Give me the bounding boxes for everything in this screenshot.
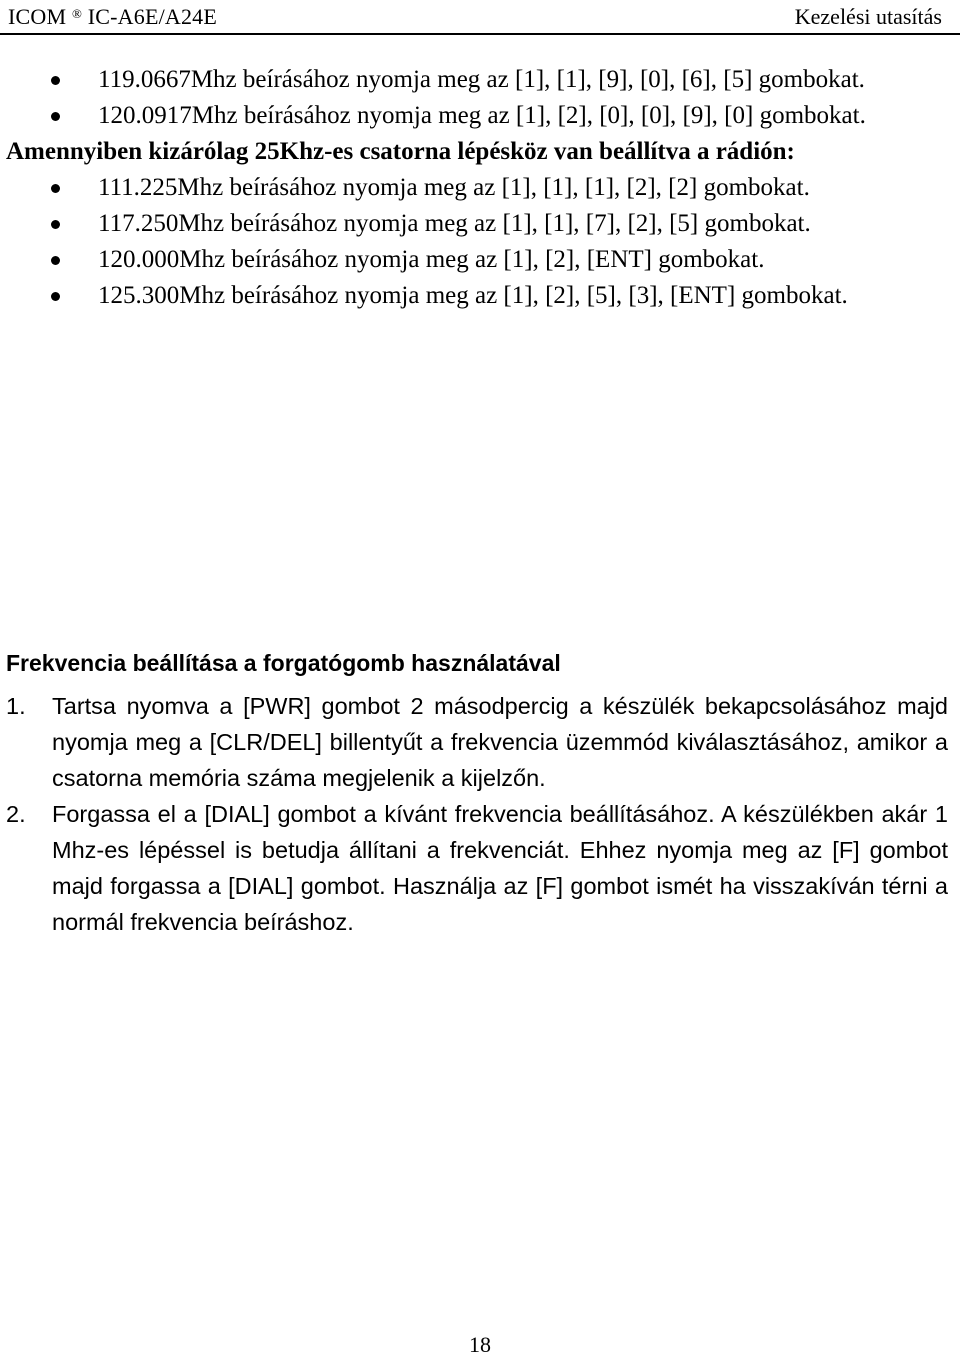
step-text: Forgassa el a [DIAL] gombot a kívánt frekvencia beállításához. A készülékben akár 1 Mhz-es lépéssel is betudja állítani a frekvenciát. Ehhez nyomja meg az [F] gombot majd forgassa a [DIAL] gombot. Használja az [F] gombot ismét ha visszakíván térni a normál frekvencia beíráshoz. bbox=[52, 801, 948, 935]
step-item bbox=[0, 688, 960, 796]
step-number: 2. bbox=[6, 801, 26, 827]
list-item-text: 117.250Mhz beírásához nyomja meg az [1], [1], [7], [2], [5] gombokat. bbox=[98, 210, 811, 237]
header-brand-model bbox=[8, 4, 217, 30]
bullet-icon bbox=[51, 184, 60, 193]
header-manual-title: Kezelési utasítás bbox=[794, 4, 942, 29]
step-item bbox=[0, 796, 960, 940]
section-title: Frekvencia beállítása a forgatógomb használatával bbox=[6, 650, 561, 676]
list-item-text: 111.225Mhz beírásához nyomja meg az [1], [1], [1], [2], [2] gombokat. bbox=[98, 174, 810, 201]
bullet-icon bbox=[51, 112, 60, 121]
bullet-icon bbox=[51, 256, 60, 265]
bullet-icon bbox=[51, 292, 60, 301]
page-header bbox=[0, 0, 960, 34]
numbered-steps bbox=[0, 688, 960, 940]
page-content bbox=[0, 62, 960, 314]
list-item-text: 120.0917Mhz beírásához nyomja meg az [1], [2], [0], [0], [9], [0] gombokat. bbox=[98, 102, 866, 129]
list-item-text: 119.0667Mhz beírásához nyomja meg az [1], [1], [9], [0], [6], [5] gombokat. bbox=[98, 66, 865, 93]
list-item bbox=[0, 206, 960, 242]
header-brand: ICOM bbox=[8, 4, 67, 29]
list-item bbox=[0, 170, 960, 206]
list-item bbox=[0, 62, 960, 98]
bullet-list-mixed-step bbox=[0, 62, 960, 134]
list-item-text: 125.300Mhz beírásához nyomja meg az [1], [2], [5], [3], [ENT] gombokat. bbox=[98, 282, 848, 309]
page-number: 18 bbox=[469, 1332, 491, 1357]
bullet-icon bbox=[51, 220, 60, 229]
list-item-text: 120.000Mhz beírásához nyomja meg az [1], [2], [ENT] gombokat. bbox=[98, 246, 765, 273]
header-divider bbox=[0, 33, 960, 35]
registered-mark: ® bbox=[71, 6, 83, 21]
step-number: 1. bbox=[6, 693, 26, 719]
header-model: IC-A6E/A24E bbox=[87, 4, 218, 29]
step-text: Tartsa nyomva a [PWR] gombot 2 másodpercig a készülék bekapcsolásához majd nyomja meg a [CLR/DEL] billentyűt a frekvencia üzemmód kiválasztásához, amikor a csatorna memória száma megjelenik a kijelzőn. bbox=[52, 693, 948, 791]
list-item bbox=[0, 242, 960, 278]
list-item bbox=[0, 278, 960, 314]
intro-25khz-paragraph: Amennyiben kizárólag 25Khz-es csatorna lépésköz van beállítva a rádión: bbox=[6, 138, 795, 165]
bullet-icon bbox=[51, 76, 60, 85]
bullet-list-25khz bbox=[0, 170, 960, 314]
list-item bbox=[0, 98, 960, 134]
